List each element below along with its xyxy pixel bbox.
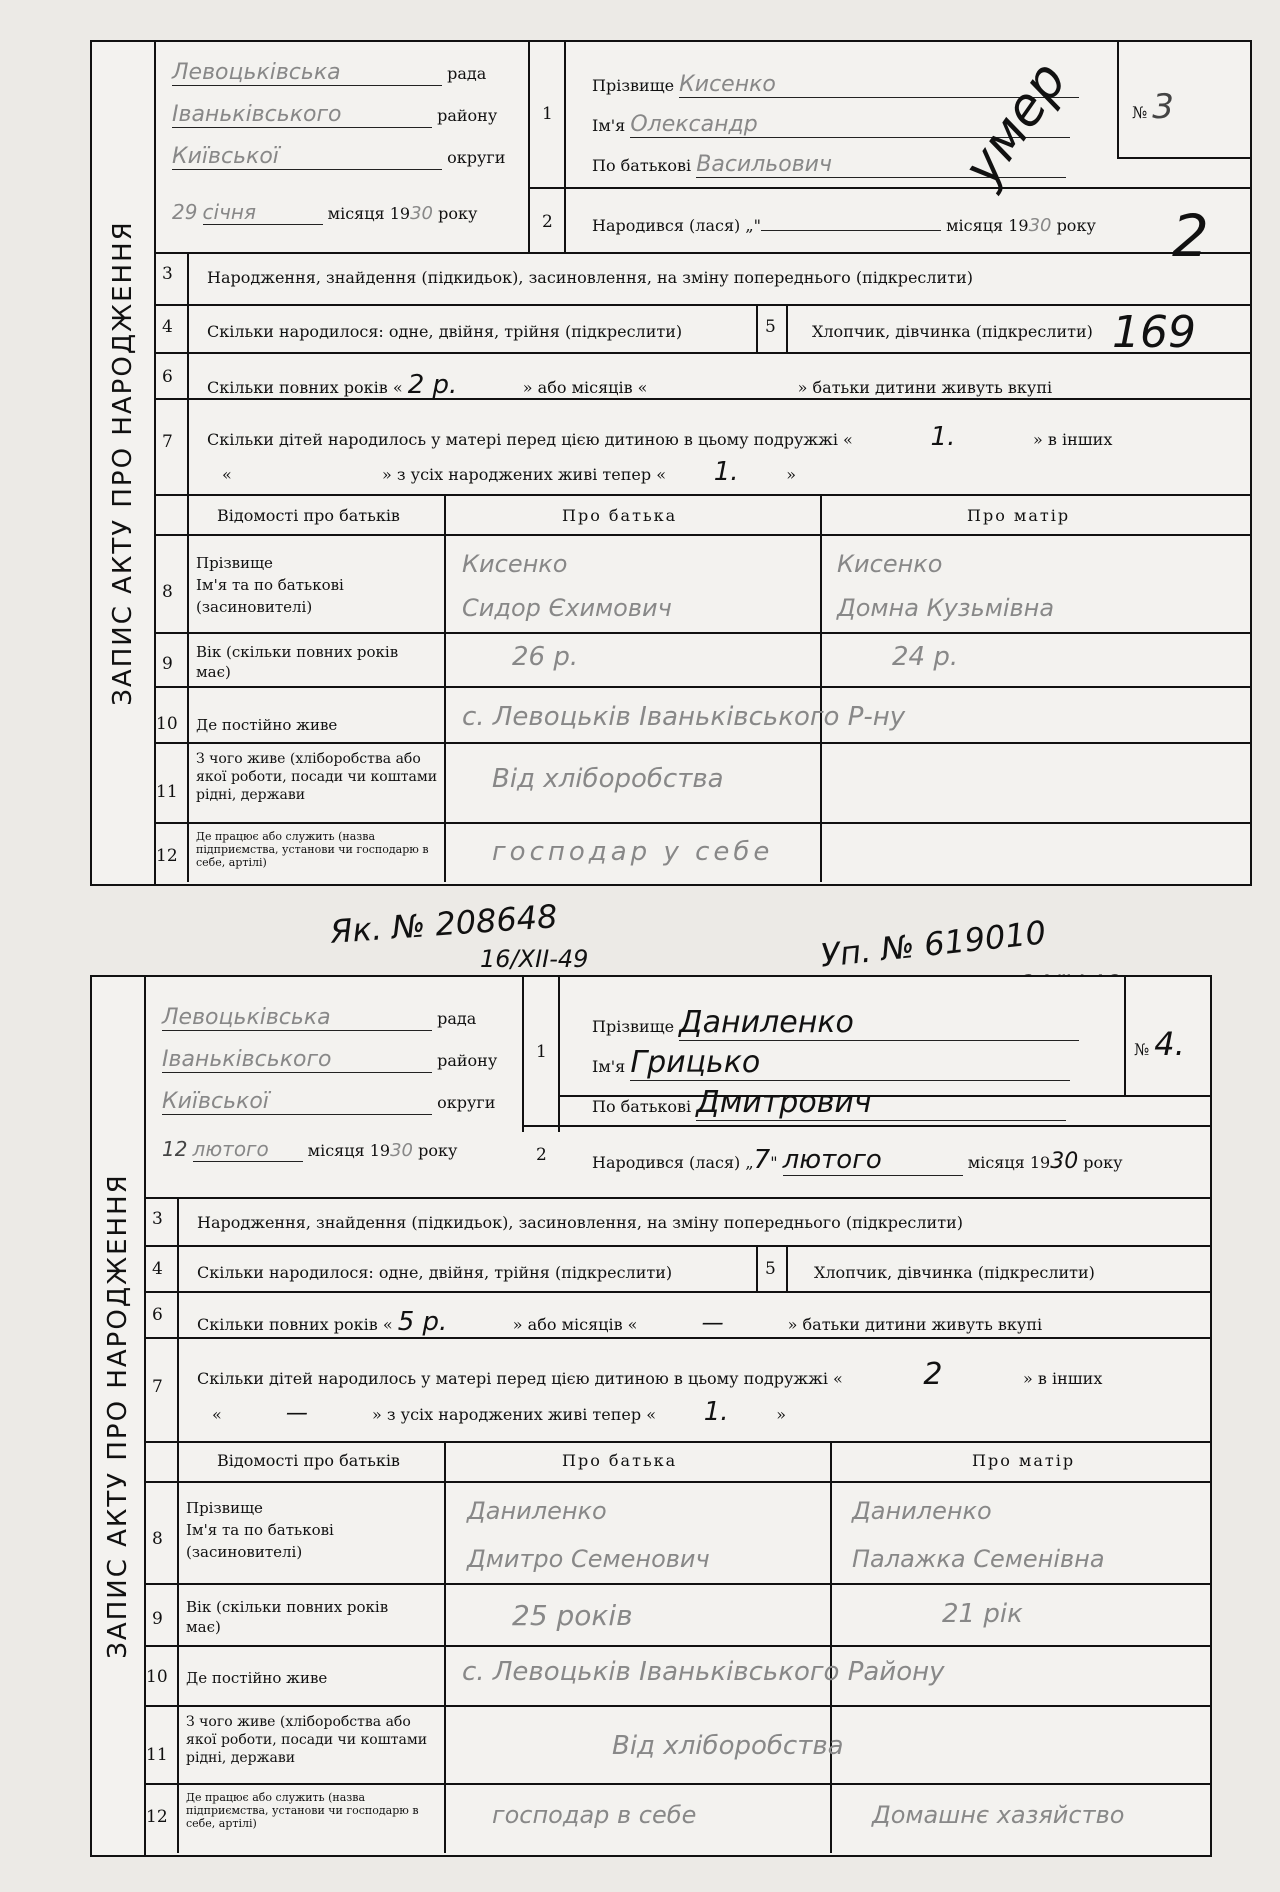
mother-age: 24 р. — [892, 642, 959, 672]
field-number-7: 7 — [152, 1377, 163, 1397]
row12-label: Де працює або служить (назва підприємства, установи чи господарю в себе, артілі) — [196, 830, 429, 869]
rada-value: Левоцьківська — [162, 1005, 432, 1031]
record-date-year: 30 — [390, 1140, 413, 1161]
table-header-mother: Про матір — [967, 506, 1071, 525]
row3-label: Народження, знайдення (підкидьок), засиновлення, на зміну попереднього (підкреслити) — [197, 1213, 963, 1232]
field-number-8: 8 — [152, 1529, 163, 1549]
field-number-9: 9 — [162, 654, 173, 674]
field-number-3: 3 — [162, 264, 173, 284]
row4-label: Скільки народилося: одне, двійня, трійня (підкреслити) — [207, 322, 683, 341]
rayon-value: Іваньківського — [162, 1047, 432, 1073]
livelihood: Від хліборобства — [492, 764, 724, 794]
field-number-11: 11 — [146, 1745, 168, 1765]
surname-value: Даниленко — [679, 1005, 1079, 1041]
name-value: Грицько — [630, 1045, 1070, 1081]
row11-label: З чого живе (хліборобства або якої роботи, посади чи коштами рідні, держави — [196, 751, 438, 803]
number-label: № — [1132, 103, 1148, 122]
row11-label: З чого живе (хліборобства або якої роботи, посади чи коштами рідні, держави — [186, 1714, 428, 1766]
field-number-12: 12 — [146, 1807, 168, 1827]
table-header-info: Відомості про батьків — [217, 506, 400, 525]
children-other: — — [285, 1401, 308, 1426]
name-label: Ім'я — [592, 1057, 626, 1076]
birth-day: 7 — [753, 1145, 771, 1175]
field-number-1: 1 — [536, 1042, 547, 1062]
field-number-10: 10 — [146, 1667, 168, 1687]
workplace-mother: Домашнє хазяйство — [872, 1801, 1125, 1829]
row4-label: Скільки народилося: одне, двійня, трійня (підкреслити) — [197, 1263, 673, 1282]
record-date-year: 30 — [410, 203, 433, 224]
row5-label: Хлопчик, дівчинка (підкреслити) — [814, 1263, 1095, 1282]
field-number-12: 12 — [156, 846, 178, 866]
surname-value: Кисенко — [679, 72, 1079, 98]
margin-note-a: 2 — [1172, 202, 1209, 270]
row7-label-d: » з усіх народжених живі тепер « — [371, 1405, 656, 1424]
row7-label-a: Скільки дітей народилось у матері перед цією дитиною в цьому подружжі « — [197, 1369, 843, 1388]
archive-note-left-date: 16/XII-49 — [480, 945, 589, 973]
row7-label-a: Скільки дітей народилось у матері перед цією дитиною в цьому подружжі « — [207, 430, 853, 449]
okruha-label: округи — [437, 1093, 496, 1112]
mother-age: 21 рік — [942, 1599, 1023, 1629]
row12-label: Де працює або служить (назва підприємства, установи чи господарю в себе, артілі) — [186, 1791, 419, 1830]
row6-label-b: » або місяців « — [512, 1315, 638, 1334]
record-number: 4. — [1154, 1025, 1185, 1063]
table-header-father: Про батька — [562, 1451, 678, 1470]
residence: с. Левоцьків Іваньківського Району — [462, 1657, 945, 1687]
archive-note-right: Уп. № 619010 — [818, 913, 1048, 975]
birth-roku-label: року — [1056, 216, 1096, 235]
birth-record-form-1: ЗАПИС АКТУ ПРО НАРОДЖЕННЯ Левоцьківська рада Іваньківського району Київської округи 29 січня місяця 1930 року 1 2 Прізвище Кисенко Ім'я Олександр По батькові Васильович Народився (лася) „" місяця 1930 року № 3 умер 2 169 3 Народження, знайдення (підкидьок), засиновлення, на зміну попереднього (підкреслити) 4 Скільки народилося: одне, двійня, трійня (підкреслити) 5 Хлопчик, дівчинка (підкреслити) 6 Скільки повних років « 2 р. » або місяців « » батьки дитини живуть вкупі 7 Скільки дітей народилось у матері перед цією дитиною в цьому подружжі « 1. » в інших « » з усіх народжених живі тепер « 1. » Відомості про батьків Про батька Про матір 8 Прізвище Ім'я та по батькові (засиновителі) Кисенко Сидор Єхимович Кисенко Домна Кузьмівна 9 Вік (скільки повних років має) 26 р. 24 р. 10 Де постійно живе с. Левоцьків Іваньківського Р-ну 11 З чого живе (хліборобства або якої роботи, посади чи коштами рідні, держави Від хліборобства 12 Де працює або служить (назва підприємства, установи чи господарю в себе, артілі) господар у себе — [90, 40, 1252, 886]
workplace-father: господар в себе — [492, 1801, 697, 1829]
rada-value: Левоцьківська — [172, 60, 442, 86]
row10-label: Де постійно живе — [186, 1669, 328, 1687]
record-date-day: 29 — [172, 200, 198, 224]
record-number: 3 — [1152, 87, 1174, 127]
row9-label: Вік (скільки повних років має) — [186, 1598, 389, 1636]
stamp-deceased: умер — [952, 51, 1079, 197]
side-title: ЗАПИС АКТУ ПРО НАРОДЖЕННЯ — [92, 42, 156, 884]
years-together: 2 р. — [407, 370, 458, 400]
surname-label: Прізвище — [592, 1017, 675, 1036]
record-date-day: 12 — [162, 1137, 188, 1161]
field-number-10: 10 — [156, 714, 178, 734]
field-number-4: 4 — [162, 317, 173, 337]
field-number-2: 2 — [542, 212, 553, 232]
row6-label-a: Скільки повних років « — [207, 378, 403, 397]
surname-label: Прізвище — [592, 76, 675, 95]
patronymic-label: По батькові — [592, 1097, 692, 1116]
residence: с. Левоцьків Іваньківського Р-ну — [462, 702, 906, 732]
record-date-label: місяця 19 — [327, 204, 411, 223]
birth-roku-label: року — [1083, 1153, 1123, 1172]
mother-name: Даниленко Палажка Семенівна — [852, 1497, 1105, 1573]
rayon-label: району — [437, 1051, 498, 1070]
row6-label-a: Скільки повних років « — [197, 1315, 393, 1334]
birth-month-label: місяця 19 — [967, 1153, 1051, 1172]
row7-label-c: « — [222, 465, 232, 484]
row7-label-e: » — [786, 465, 796, 484]
birth-month — [761, 230, 941, 231]
record-date-label: місяця 19 — [307, 1141, 391, 1160]
years-together: 5 р. — [397, 1307, 448, 1337]
table-header-father: Про батька — [562, 506, 678, 525]
name-value: Олександр — [630, 112, 1070, 138]
workplace: господар у себе — [492, 837, 774, 867]
children-marriage: 1. — [930, 422, 956, 452]
field-number-6: 6 — [162, 367, 173, 387]
row7-label-b: » в інших — [1023, 1369, 1103, 1388]
livelihood: Від хліборобства — [612, 1731, 844, 1761]
field-number-6: 6 — [152, 1305, 163, 1325]
okruha-label: округи — [447, 148, 506, 167]
row9-label: Вік (скільки повних років має) — [196, 643, 399, 681]
birth-record-form-2: ЗАПИС АКТУ ПРО НАРОДЖЕННЯ Левоцьківська рада Іваньківського району Київської округи 12 лютого місяця 1930 року 1 2 Прізвище Даниленко Ім'я Грицько По батькові Дмитрович Народився (лася) „7" лютого місяця 1930 року № 4. 3 Народження, знайдення (підкидьок), засиновлення, на зміну попереднього (підкреслити) 4 Скільки народилося: одне, двійня, трійня (підкреслити) 5 Хлопчик, дівчинка (підкреслити) 6 Скільки повних років « 5 р. » або місяців « — » батьки дитини живуть вкупі 7 Скільки дітей народилось у матері перед цією дитиною в цьому подружжі « 2 » в інших « — » з усіх народжених живі тепер « 1. » Відомості про батьків Про батька Про матір 8 Прізвище Ім'я та по батькові (засиновителі) Даниленко Дмитро Семенович Даниленко Палажка Семенівна 9 Вік (скільки повних років має) 25 років 21 рік 10 Де постійно живе с. Левоцьків Іваньківського Району 11 З чого живе (хліборобства або якої роботи, посади чи коштами рідні, держави Від хліборобства 12 Де працює або служить (назва підприємства, установи чи господарю в себе, артілі) господар в себе Домашнє хазяйство — [90, 975, 1212, 1857]
field-number-9: 9 — [152, 1609, 163, 1629]
birth-month: лютого — [783, 1145, 963, 1176]
row6-label-b: » або місяців « — [522, 378, 648, 397]
birth-label: Народився (лася) „ — [592, 1153, 754, 1172]
row8-label: Прізвище Ім'я та по батькові (засиновителі) — [196, 554, 344, 616]
field-number-3: 3 — [152, 1209, 163, 1229]
record-date-roku: року — [418, 1141, 458, 1160]
birth-year: 30 — [1050, 1149, 1079, 1174]
archive-note-left: Як. № 208648 — [328, 897, 559, 951]
record-date-roku: року — [438, 204, 478, 223]
row10-label: Де постійно живе — [196, 716, 338, 734]
mother-name: Кисенко Домна Кузьмівна — [837, 550, 1055, 622]
field-number-5: 5 — [765, 1259, 776, 1279]
rayon-label: району — [437, 106, 498, 125]
row5-label: Хлопчик, дівчинка (підкреслити) — [812, 322, 1093, 341]
birth-label: Народився (лася) „ — [592, 216, 754, 235]
row6-label-c: » батьки дитини живуть вкупі — [787, 1315, 1043, 1334]
number-label: № — [1134, 1040, 1150, 1059]
father-age: 25 років — [512, 1599, 633, 1632]
field-number-7: 7 — [162, 432, 173, 452]
record-date-month: січня — [203, 200, 323, 225]
row7-label-e: » — [776, 1405, 786, 1424]
record-date-month: лютого — [193, 1137, 303, 1162]
birth-month-label: місяця 19 — [946, 216, 1029, 235]
children-alive: 1. — [703, 1397, 729, 1427]
children-marriage: 2 — [923, 1357, 943, 1392]
row7-label-c: « — [212, 1405, 222, 1424]
name-label: Ім'я — [592, 116, 626, 135]
table-header-info: Відомості про батьків — [217, 1451, 400, 1470]
rada-label: рада — [447, 64, 487, 83]
patronymic-value: Дмитрович — [696, 1085, 1066, 1121]
row7-label-d: » з усіх народжених живі тепер « — [381, 465, 666, 484]
field-number-2: 2 — [536, 1145, 547, 1165]
field-number-8: 8 — [162, 582, 173, 602]
side-title: ЗАПИС АКТУ ПРО НАРОДЖЕННЯ — [92, 977, 146, 1855]
okruha-value: Київської — [172, 144, 442, 170]
children-alive: 1. — [713, 457, 739, 487]
okruha-value: Київської — [162, 1089, 432, 1115]
field-number-4: 4 — [152, 1259, 163, 1279]
rada-label: рада — [437, 1009, 477, 1028]
field-number-5: 5 — [765, 317, 776, 337]
row6-label-c: » батьки дитини живуть вкупі — [797, 378, 1053, 397]
patronymic-label: По батькові — [592, 156, 692, 175]
table-header-mother: Про матір — [972, 1451, 1076, 1470]
rayon-value: Іваньківського — [172, 102, 432, 128]
patronymic-value: Васильович — [696, 152, 1066, 178]
field-number-11: 11 — [156, 782, 178, 802]
margin-note-b: 169 — [1112, 307, 1196, 358]
months-together: — — [701, 1311, 724, 1336]
field-number-1: 1 — [542, 104, 553, 124]
father-age: 26 р. — [512, 642, 579, 672]
row7-label-b: » в інших — [1033, 430, 1113, 449]
birth-year: 30 — [1028, 215, 1052, 236]
father-name: Кисенко Сидор Єхимович — [462, 550, 672, 622]
row8-label: Прізвище Ім'я та по батькові (засиновителі) — [186, 1499, 334, 1561]
father-name: Даниленко Дмитро Семенович — [467, 1497, 710, 1573]
row3-label: Народження, знайдення (підкидьок), засиновлення, на зміну попереднього (підкреслити) — [207, 268, 973, 287]
